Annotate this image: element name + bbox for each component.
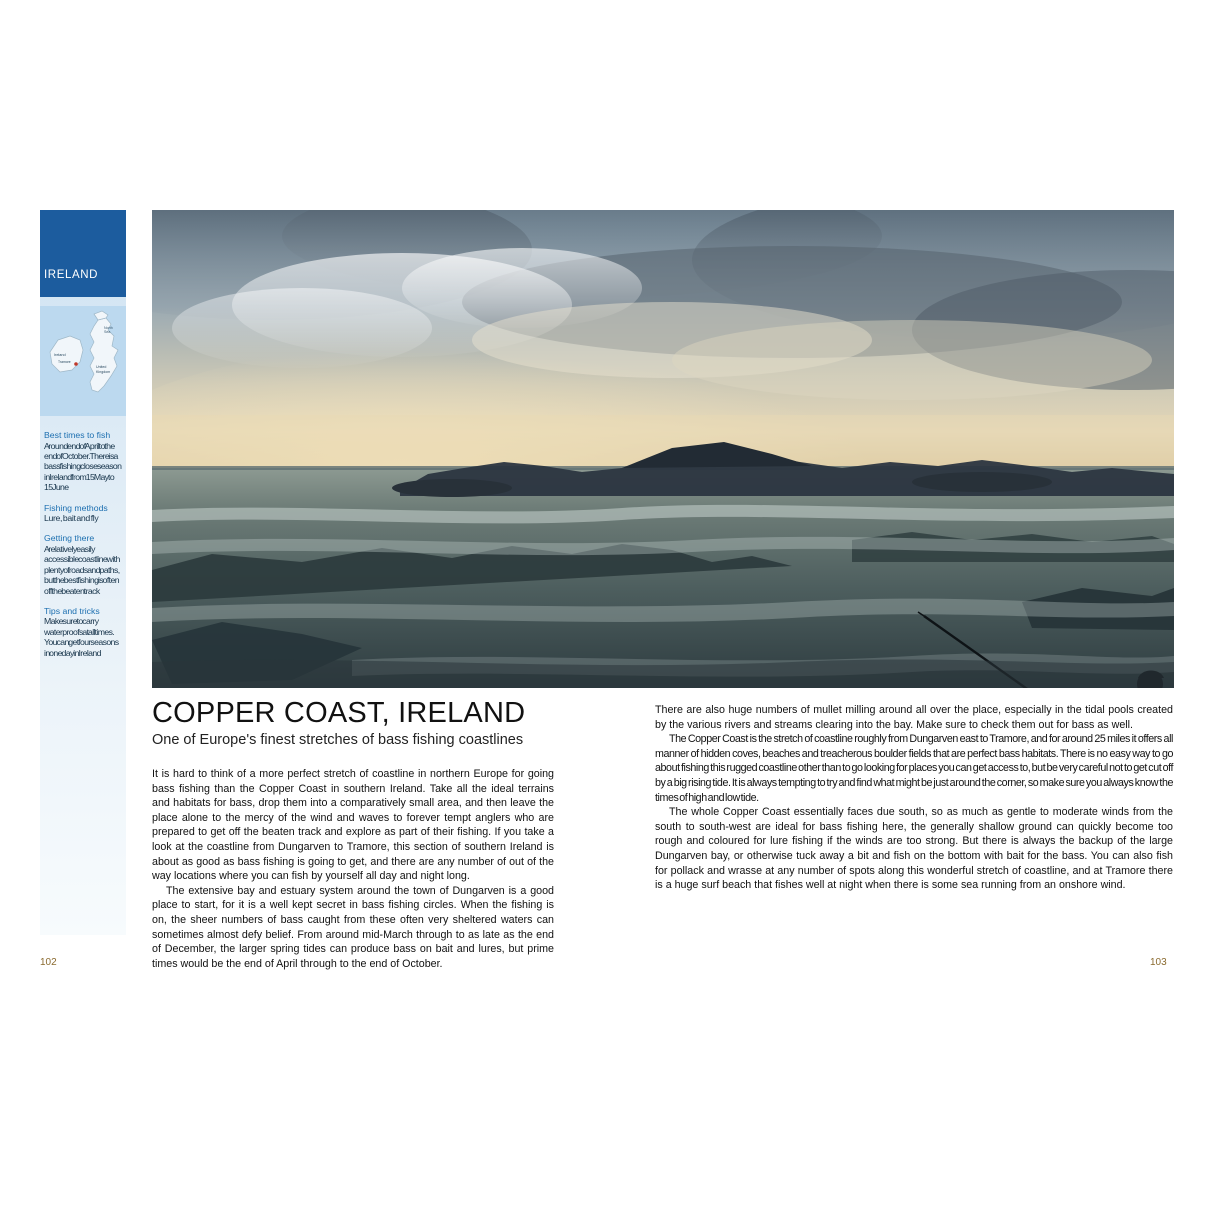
paragraph-left-2: The extensive bay and estuary system around the town of Dungarven is a good place to start, for it is a well kept secret in bass fishing circles. When the fishing is on, the sheer numbers of bass caught from these often very sheltered waters can sometimes almost defy belief. From around mid-March through to as late as the end of December, the larger spring tides can produce bass on bait and lures, but prime times would be the end of April through to the end of October. xyxy=(152,884,554,970)
paragraph-right-3: The whole Copper Coast essentially faces due south, so as much as gentle to moderate winds from the south to south-west are ideal for bass fishing here, the generally shallow ground can quickly become too rough and coloured for lure fishing if the winds are too strong. But there is always the backup of the large Dungarven bay, or otherwise tuck away a bit and fish on the bottom with bait for the bass. You can also fish for pollack and wrasse at any number of spots along this wonderful stretch of coastline, and at Tramore there is a huge surf beach that fishes well at night when there is some sea running from an onshore wind. xyxy=(655,806,1173,892)
map-graphic xyxy=(40,306,126,416)
body-column-left xyxy=(152,767,554,971)
body-column-right xyxy=(655,703,1173,893)
sidebar-heading-tips-and-tricks: Tips and tricks xyxy=(44,605,100,616)
page-title: COPPER COAST, IRELAND xyxy=(152,697,526,729)
sidebar-body-tips-and-tricks: Make sure to carry waterproofs at all times. You can get four seasons in one day in Ireland xyxy=(44,616,119,658)
svg-text:United: United xyxy=(96,365,107,369)
svg-text:Tramore: Tramore xyxy=(58,360,71,364)
page-number-left: 102 xyxy=(40,957,57,968)
svg-text:North: North xyxy=(104,326,113,330)
photo-graphic xyxy=(152,210,1174,688)
sidebar-heading-getting-there: Getting there xyxy=(44,533,95,544)
sidebar-body-best-times: A round end of April to the end of October. There is a bass fishing close season in Ireland from 15 May to 15 June xyxy=(44,440,122,493)
sidebar-info-list xyxy=(40,430,126,668)
page-number-right: 103 xyxy=(1150,957,1167,968)
svg-text:Sea: Sea xyxy=(104,330,111,334)
page-subtitle: One of Europe's finest stretches of bass fishing coastlines xyxy=(152,732,524,748)
region-tab-label: IRELAND xyxy=(44,269,99,281)
sidebar-body-getting-there: A relatively easily accessible coastline with plenty of roads and paths, but the best fishing is often off the beaten track xyxy=(44,543,120,596)
sidebar-heading-fishing-methods: Fishing methods xyxy=(44,502,108,513)
paragraph-right-1: There are also huge numbers of mullet milling around all over the place, especially in the tidal pools created by the various rivers and streams clearing into the bay. Make sure to check them out for bass as well. xyxy=(655,704,1173,731)
svg-text:Ireland: Ireland xyxy=(54,353,66,357)
svg-text:Kingdom: Kingdom xyxy=(96,370,111,374)
sidebar-body-fishing-methods: Lure, bait and fly xyxy=(44,513,99,524)
angler-fishing-copper-coast-photo xyxy=(152,210,1174,688)
paragraph-left-1: It is hard to think of a more perfect stretch of coastline in northern Europe for going bass fishing than the Copper Coast in southern Ireland. Take all the ideal terrains and habitats for bass, drop them into a comparatively small area, and then leave the place alone to the mercy of the wind and waves to forever tempt anglers who are prepared to get off the beaten track and explore as part of their fishing. If you take a look at the coastline from Dungarven to Tramore, this section of southern Ireland is about as good as bass fishing is going to get, and there are any number of out of the way locations where you can fish by yourself all day and night long. xyxy=(152,768,554,883)
paragraph-right-2: The Copper Coast is the stretch of coastline roughly from Dungarven east to Tramore, and for around 25 miles it offers all manner of hidden coves, beaches and treacherous boulder fields that are perfect bass habitats. There is no easy way to go about fishing this rugged coastline other than to go looking for places you can get access to, but be very careful not to get cut off by a big rising tide. It is always tempting to try and find what might be just around the corner, so make sure you always know the times of high and low tide. xyxy=(655,733,1173,804)
region-map xyxy=(40,306,126,416)
sidebar-heading-best-times: Best times to fish xyxy=(44,430,111,440)
region-tab xyxy=(40,210,126,297)
